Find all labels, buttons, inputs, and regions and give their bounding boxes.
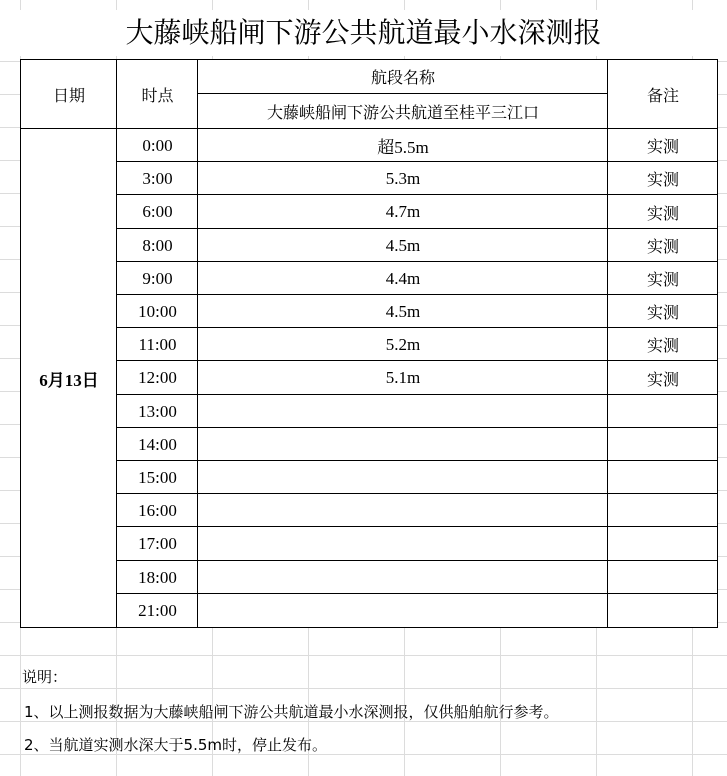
notes-heading: 说明： (22, 668, 68, 686)
date-cell: 6月13日 (39, 370, 99, 390)
depth-cell: 4.5m (385, 301, 421, 321)
time-cell: 21:00 (138, 600, 177, 620)
grid-line (21, 128, 718, 129)
depth-cell: 4.4m (385, 268, 421, 288)
time-cell: 11:00 (138, 334, 177, 354)
grid-line (117, 161, 718, 162)
grid-line (116, 60, 117, 628)
header-date: 日期 (52, 86, 85, 105)
time-cell: 15:00 (138, 467, 177, 487)
grid-line (117, 493, 718, 494)
time-cell: 18:00 (138, 567, 177, 587)
depth-cell (198, 428, 608, 461)
grid-line (117, 261, 718, 262)
grid-line (117, 593, 718, 594)
depth-report-table (20, 59, 718, 628)
time-cell: 13:00 (138, 401, 177, 421)
time-cell: 17:00 (138, 534, 177, 553)
depth-cell (198, 395, 608, 428)
grid-line (117, 460, 718, 461)
header-time: 时点 (141, 86, 174, 105)
remark-cell (608, 494, 718, 527)
remark-cell: 实测 (646, 237, 679, 256)
grid-line (117, 194, 718, 195)
grid-line (197, 60, 198, 628)
depth-cell (198, 461, 608, 494)
depth-cell: 5.2m (385, 334, 421, 354)
note-item: 2、当航道实测水深大于5.5m时，停止发布。 (24, 736, 328, 754)
remark-cell: 实测 (646, 203, 679, 223)
header-remark: 备注 (646, 86, 679, 105)
depth-cell: 超5.5m (377, 138, 429, 157)
depth-cell: 5.3m (385, 168, 421, 188)
remark-cell (608, 461, 718, 494)
grid-line (117, 327, 718, 328)
time-cell: 6:00 (142, 202, 173, 221)
remark-cell: 实测 (646, 137, 679, 156)
time-cell: 0:00 (142, 135, 173, 155)
remark-cell: 实测 (646, 369, 679, 389)
time-cell: 16:00 (138, 500, 177, 520)
depth-cell: 4.5m (385, 235, 421, 255)
report-title: 大藤峡船闸下游公共航道最小水深测报 (0, 10, 727, 56)
grid-line (117, 560, 718, 561)
depth-cell: 4.7m (385, 202, 421, 221)
grid-line (607, 60, 608, 628)
remark-cell (608, 561, 718, 594)
grid-line (117, 294, 718, 295)
grid-line (117, 394, 718, 395)
depth-cell: 5.1m (385, 368, 421, 387)
remark-cell (608, 395, 718, 428)
time-cell: 9:00 (142, 268, 173, 288)
grid-line (117, 526, 718, 527)
grid-line (197, 93, 607, 94)
time-cell: 8:00 (142, 235, 173, 255)
time-cell: 10:00 (138, 301, 177, 321)
depth-cell (198, 594, 608, 627)
remark-cell (608, 594, 718, 627)
depth-cell (198, 527, 608, 561)
remark-cell (608, 527, 718, 561)
grid-line (117, 427, 718, 428)
remark-cell: 实测 (646, 170, 679, 189)
time-cell: 14:00 (138, 434, 177, 454)
note-item: 1、以上测报数据为大藤峡船闸下游公共航道最小水深测报，仅供船舶航行参考。 (24, 703, 559, 721)
remark-cell (608, 428, 718, 461)
grid-line (117, 360, 718, 361)
grid-line (117, 228, 718, 229)
remark-cell: 实测 (646, 270, 679, 289)
remark-cell: 实测 (646, 336, 679, 355)
time-cell: 3:00 (142, 168, 173, 188)
remark-cell: 实测 (646, 303, 679, 322)
depth-cell (198, 494, 608, 527)
time-cell: 12:00 (138, 368, 177, 387)
depth-cell (198, 561, 608, 594)
header-segment: 大藤峡船闸下游公共航道至桂平三江口 (266, 102, 539, 122)
header-segment-name: 航段名称 (370, 68, 435, 87)
